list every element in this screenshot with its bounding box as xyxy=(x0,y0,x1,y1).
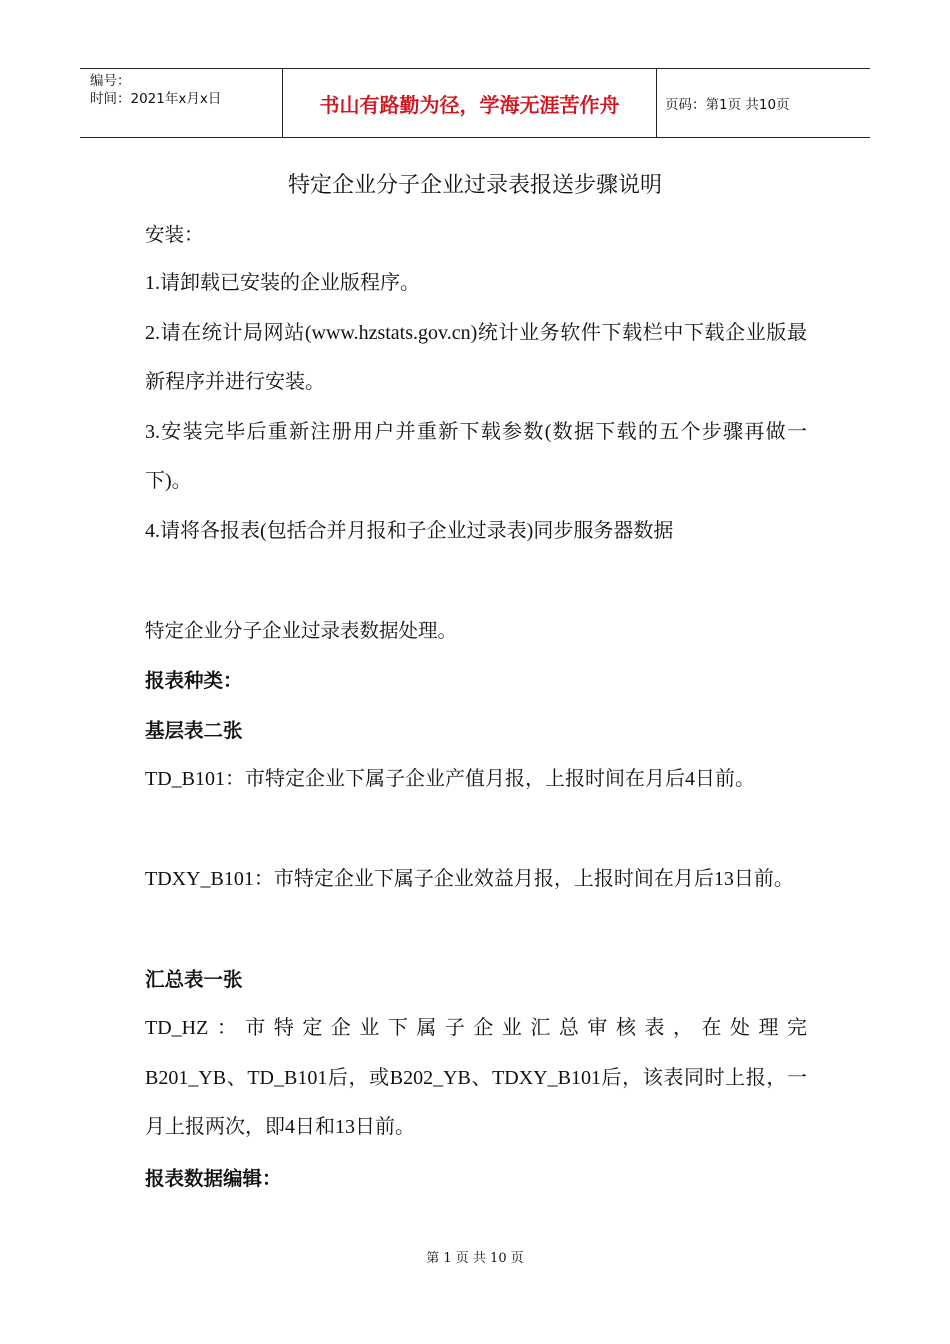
td-b101-description: TD_B101：市特定企业下属子企业产值月报，上报时间在月后4日前。 xyxy=(145,768,755,790)
install-step-1: 1.请卸载已安装的企业版程序。 xyxy=(145,272,420,294)
install-step-2: 2.请在统计局网站(www.hzstats.gov.cn)统计业务软件下载栏中下载企业版最新程序并进行安装。 xyxy=(145,322,807,393)
base-tables-heading: 基层表二张 xyxy=(145,719,243,742)
report-types-heading: 报表种类： xyxy=(145,669,243,692)
data-edit-heading: 报表数据编辑： xyxy=(145,1167,282,1190)
td-hz-description-line1: TD_HZ：市特定企业下属子企业汇总审核表，在处理完 xyxy=(145,1017,807,1039)
document-title: 特定企业分子企业过录表报送步骤说明 xyxy=(287,173,662,198)
document-number: 编号： xyxy=(90,73,131,89)
install-heading: 安装： xyxy=(145,223,204,246)
tdxy-b101-description: TDXY_B101：市特定企业下属子企业效益月报，上报时间在月后13日前。 xyxy=(145,868,794,890)
header-motto: 书山有路勤为径，学海无涯苦作舟 xyxy=(282,69,657,137)
processing-heading: 特定企业分子企业过录表数据处理。 xyxy=(145,619,458,642)
page-header xyxy=(80,68,870,138)
install-step-4: 4.请将各报表(包括合并月报和子企业过录表)同步服务器数据 xyxy=(145,520,674,542)
document-time: 时间：2021年x月x日 xyxy=(90,91,222,107)
page-footer: 第 1 页 共 10 页 xyxy=(426,1251,524,1266)
td-hz-description-rest: B201_YB、TD_B101后，或B202_YB、TDXY_B101后，该表同时上报，一月上报两次，即4日和13日前。 xyxy=(145,1067,807,1138)
install-step-3: 3.安装完毕后重新注册用户并重新下载参数(数据下载的五个步骤再做一下)。 xyxy=(145,421,807,492)
header-page-info: 页码：第1页 共10页 xyxy=(665,97,790,113)
header-meta xyxy=(80,69,282,137)
summary-table-heading: 汇总表一张 xyxy=(145,968,243,991)
